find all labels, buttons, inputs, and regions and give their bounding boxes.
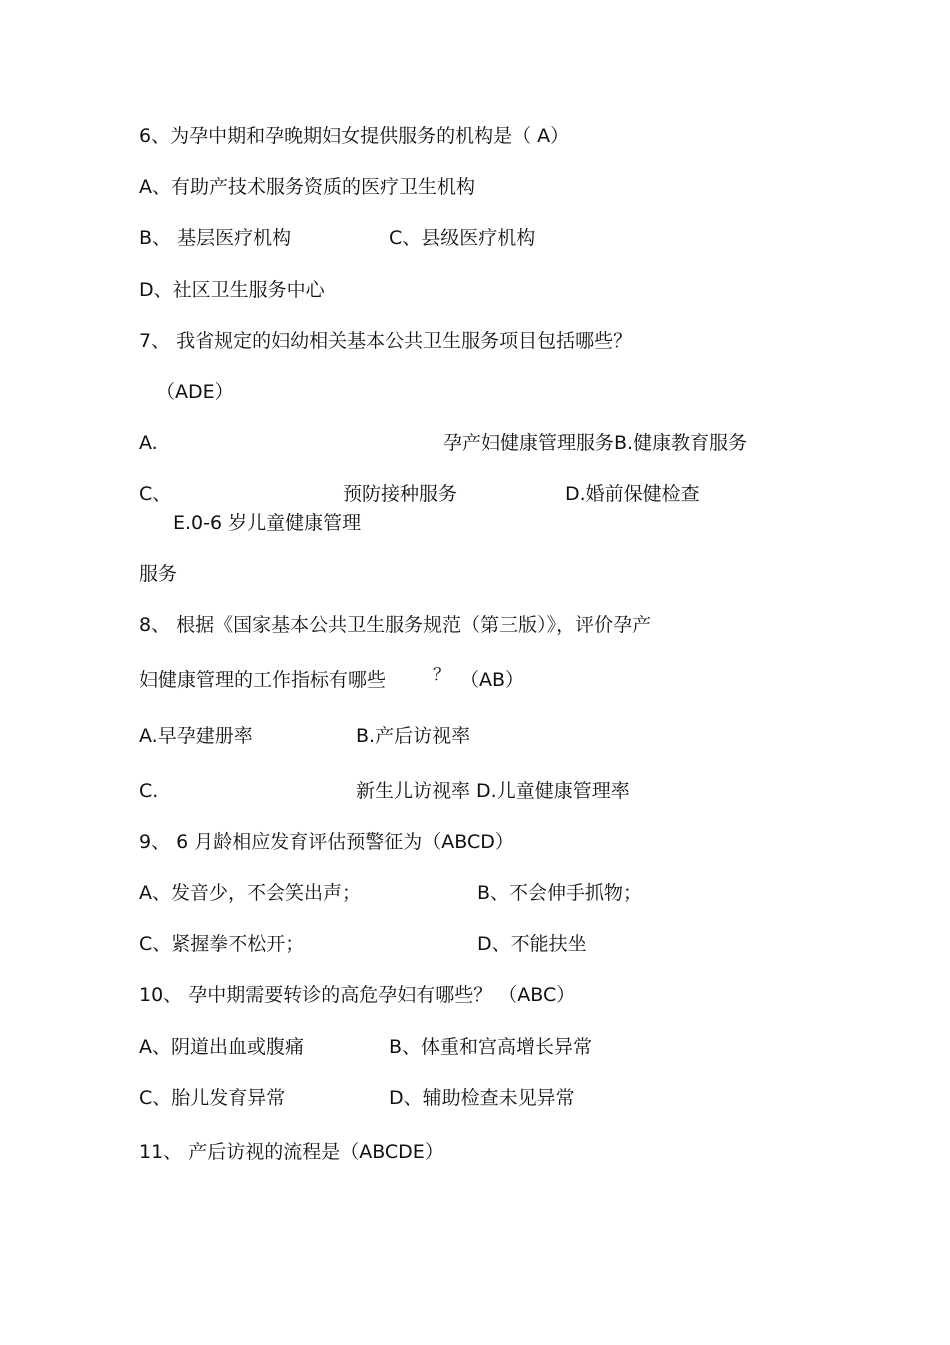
q10-option-d: D、辅助检查未见异常 bbox=[389, 1087, 575, 1109]
q9-option-c: C、紧握拳不松开； bbox=[139, 933, 305, 955]
q7-option-c-label: C、 bbox=[139, 483, 172, 505]
question-8-cont: 妇健康管理的工作指标有哪些 bbox=[139, 669, 387, 691]
q8-option-c-d: 新生儿访视率 D.儿童健康管理率 bbox=[356, 780, 630, 802]
q7-option-e: E.0-6 岁儿童健康管理 bbox=[173, 512, 362, 534]
q10-option-c: C、胎儿发育异常 bbox=[139, 1087, 286, 1109]
q6-option-b: B、 基层医疗机构 bbox=[139, 227, 292, 249]
q9-option-d: D、不能扶坐 bbox=[477, 933, 587, 955]
q10-option-a: A、阴道出血或腹痛 bbox=[139, 1036, 304, 1058]
question-6: 6、为孕中期和孕晚期妇女提供服务的机构是（ A） bbox=[139, 125, 570, 147]
q7-answer: （ADE） bbox=[156, 381, 234, 403]
q8-option-b: B.产后访视率 bbox=[356, 725, 471, 747]
question-11: 11、 产后访视的流程是（ABCDE） bbox=[139, 1141, 444, 1163]
question-8: 8、 根据《国家基本公共卫生服务规范（第三版）》，评价孕产 bbox=[139, 614, 652, 636]
q6-option-d: D、社区卫生服务中心 bbox=[139, 279, 325, 301]
question-7: 7、 我省规定的妇幼相关基本公共卫生服务项目包括哪些？ bbox=[139, 330, 633, 352]
q7-option-c: 预防接种服务 bbox=[343, 483, 458, 505]
q8-option-a: A.早孕建册率 bbox=[139, 725, 253, 747]
q9-option-a: A、发音少，不会笑出声； bbox=[139, 882, 361, 904]
question-10: 10、 孕中期需要转诊的高危孕妇有哪些？ （ABC） bbox=[139, 984, 576, 1006]
q10-option-b: B、体重和宫高增长异常 bbox=[389, 1036, 593, 1058]
q8-answer: （AB） bbox=[460, 669, 525, 691]
question-mark: ？ bbox=[433, 665, 450, 685]
q6-option-c: C、县级医疗机构 bbox=[389, 227, 536, 249]
q8-option-c-label: C. bbox=[139, 780, 159, 802]
question-9: 9、 6 月龄相应发育评估预警征为（ABCD） bbox=[139, 831, 514, 853]
q7-option-a-b: 孕产妇健康管理服务B.健康教育服务 bbox=[443, 432, 748, 454]
q7-option-a-label: A. bbox=[139, 432, 158, 454]
q9-option-b: B、不会伸手抓物； bbox=[477, 882, 643, 904]
q7-option-e-cont: 服务 bbox=[139, 563, 178, 585]
q6-option-a: A、有助产技术服务资质的医疗卫生机构 bbox=[139, 176, 475, 198]
q7-option-d: D.婚前保健检查 bbox=[565, 483, 700, 505]
